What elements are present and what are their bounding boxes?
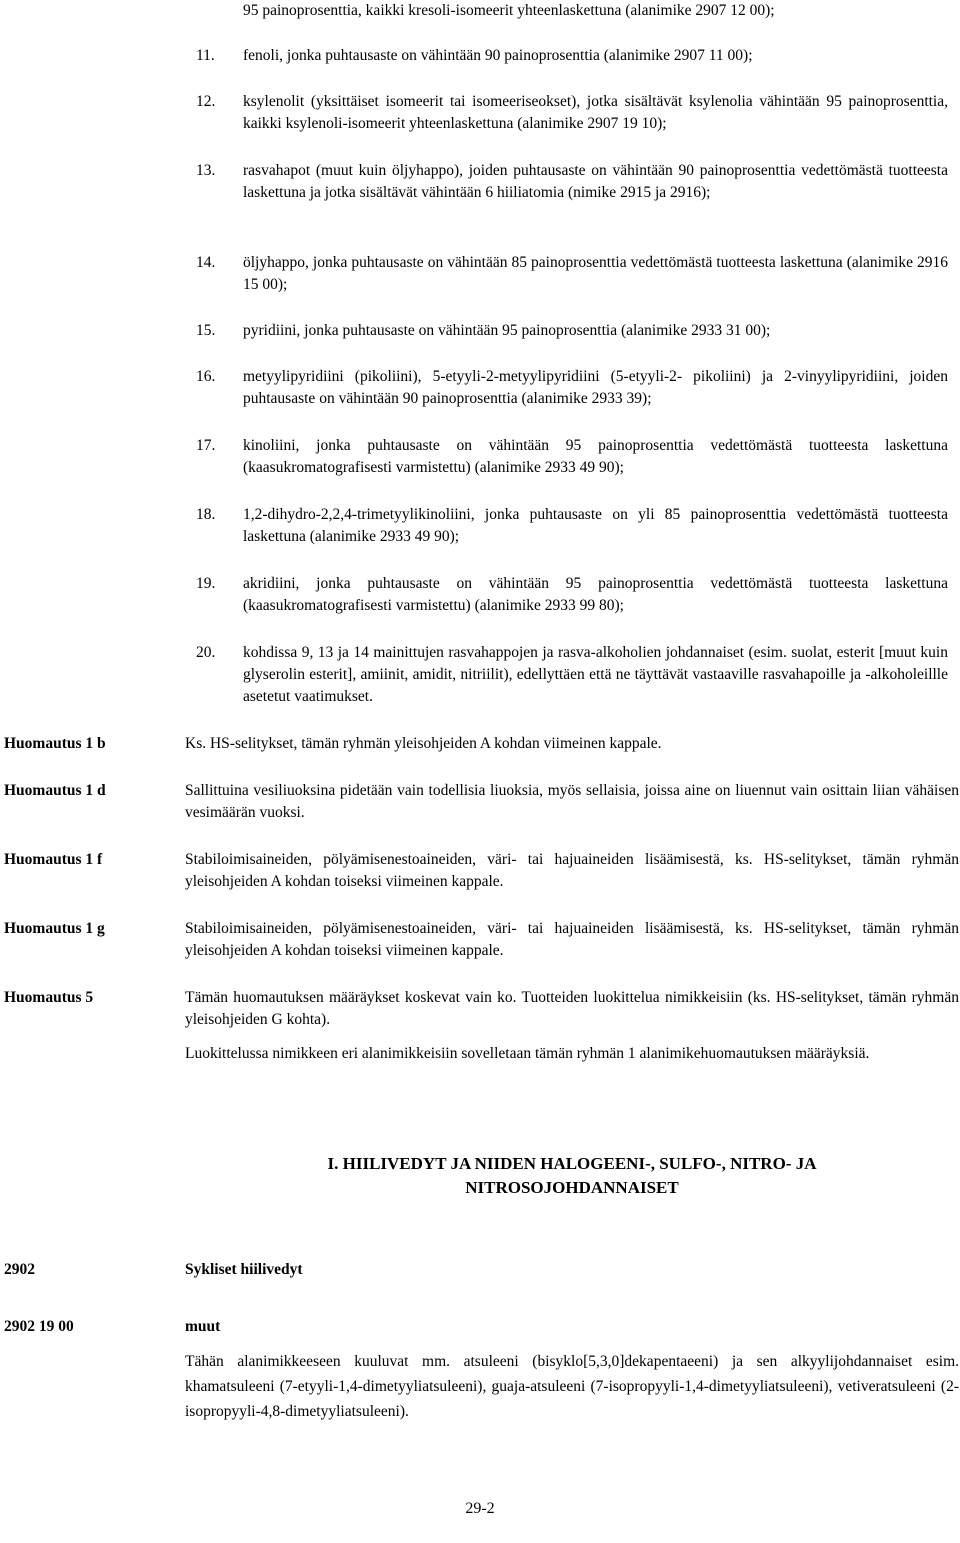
section-heading-line-2: NITROSOJOHDANNAISET bbox=[465, 1178, 679, 1197]
heading-code: 2902 bbox=[4, 1261, 35, 1278]
page-number: 29-2 bbox=[465, 1500, 495, 1517]
list-item-number: 12. bbox=[196, 93, 216, 110]
note-label: Huomautus 1 b bbox=[4, 735, 106, 752]
section-heading bbox=[185, 1152, 959, 1200]
list-item-text: metyylipyridiini (pikoliini), 5-etyyli-2-metyylipyridiini (5-etyyli-2- pikoliini) ja 2-vinyylipyridiini, joiden puhtausaste on vähintään 90 painoprosenttia (alanimike 2933 39); bbox=[243, 368, 948, 407]
heading-title: Sykliset hiilivedyt bbox=[185, 1261, 303, 1278]
note-label: Huomautus 5 bbox=[4, 989, 94, 1006]
list-item-number: 13. bbox=[196, 162, 216, 179]
list-item-text: 95 painoprosenttia, kaikki kresoli-isomeerit yhteenlaskettuna (alanimike 2907 12 00); bbox=[243, 2, 775, 19]
list-item-number: 18. bbox=[196, 506, 216, 523]
list-item-text: pyridiini, jonka puhtausaste on vähintään 95 painoprosenttia (alanimike 2933 31 00); bbox=[243, 322, 771, 339]
note-text: Tämän huomautuksen määräykset koskevat vain ko. Tuotteiden luokittelua nimikkeisiin (ks. HS-selitykset, tämän ryhmän yleisohjeiden G kohta). bbox=[185, 989, 959, 1028]
list-item-text: kinoliini, jonka puhtausaste on vähintään 95 painoprosenttia vedettömästä tuotteesta laskettuna (kaasukromatografisesti varmistettu) (alanimike 2933 49 90); bbox=[243, 437, 948, 476]
note-text: Stabiloimisaineiden, pölyämisenestoaineiden, väri- tai hajuaineiden lisäämisestä, ks. HS-selitykset, tämän ryhmän yleisohjeiden A kohdan toiseksi viimeinen kappale. bbox=[185, 851, 959, 890]
list-item-number: 19. bbox=[196, 575, 216, 592]
subheading-description: Tähän alanimikkeeseen kuuluvat mm. atsuleeni (bisyklo[5,3,0]dekapentaeeni) ja sen alkyylijohdannaiset esim. khamatsuleeni (7-etyyli-1,4-dimetyyliatsuleeni), guaja-atsuleeni (7-isopropyyli-1,4-dimetyyliatsuleeni), vetiveratsuleeni (2-isopropyyli-4,8-dimetyyliatsuleeni). bbox=[185, 1353, 959, 1420]
list-item-number: 16. bbox=[196, 368, 216, 385]
list-item-text: ksylenolit (yksittäiset isomeerit tai isomeeriseokset), jotka sisältävät ksylenolia vähintään 95 painoprosenttia, kaikki ksylenoli-isomeerit yhteenlaskettuna (alanimike 2907 19 10); bbox=[243, 93, 948, 132]
note-label: Huomautus 1 g bbox=[4, 920, 105, 937]
list-item-text: fenoli, jonka puhtausaste on vähintään 90 painoprosenttia (alanimike 2907 11 00); bbox=[243, 47, 753, 64]
list-item-number: 11. bbox=[196, 47, 215, 64]
list-item-text: öljyhappo, jonka puhtausaste on vähintään 85 painoprosenttia vedettömästä tuotteesta laskettuna (alanimike 2916 15 00); bbox=[243, 254, 948, 293]
list-item-text: 1,2-dihydro-2,2,4-trimetyylikinoliini, jonka puhtausaste on yli 85 painoprosenttia vedettömästä tuotteesta laskettuna (alanimike 2933 49 90); bbox=[243, 506, 948, 545]
note-text: Luokittelussa nimikkeen eri alanimikkeisiin sovelletaan tämän ryhmän 1 alanimikehuomautuksen määräyksiä. bbox=[185, 1045, 870, 1062]
list-item-number: 17. bbox=[196, 437, 216, 454]
subheading-title: muut bbox=[185, 1318, 221, 1335]
list-item-text: rasvahapot (muut kuin öljyhappo), joiden puhtausaste on vähintään 90 painoprosenttia vedettömästä tuotteesta laskettuna ja jotka sisältävät vähintään 6 hiiliatomia (nimike 2915 ja 2916); bbox=[243, 162, 948, 201]
page-footer bbox=[0, 1498, 960, 1520]
list-item-text: akridiini, jonka puhtausaste on vähintään 95 painoprosenttia vedettömästä tuotteesta laskettuna (kaasukromatografisesti varmistettu) (alanimike 2933 99 80); bbox=[243, 575, 948, 614]
note-text: Ks. HS-selitykset, tämän ryhmän yleisohjeiden A kohdan viimeinen kappale. bbox=[185, 735, 662, 752]
list-item-number: 15. bbox=[196, 322, 216, 339]
list-item-number: 20. bbox=[196, 644, 216, 661]
list-item-text: kohdissa 9, 13 ja 14 mainittujen rasvahappojen ja rasva-alkoholien johdannaiset (esim. suolat, esterit [muut kuin glyserolin esterit], amiinit, amidit, nitriilit), edellyttäen että ne täyttävät vastaaville rasvahapoille ja -alkoholeillle asetetut vaatimukset. bbox=[243, 644, 948, 705]
list-item-number: 14. bbox=[196, 254, 216, 271]
note-text: Stabiloimisaineiden, pölyämisenestoaineiden, väri- tai hajuaineiden lisäämisestä, ks. HS-selitykset, tämän ryhmän yleisohjeiden A kohdan toiseksi viimeinen kappale. bbox=[185, 920, 959, 959]
subheading-code: 2902 19 00 bbox=[4, 1318, 74, 1335]
section-heading-line-1: I. HIILIVEDYT JA NIIDEN HALOGEENI-, SULFO-, NITRO- JA bbox=[327, 1154, 817, 1173]
note-text: Sallittuina vesiliuoksina pidetään vain todellisia liuoksia, myös sellaisia, joissa aine on liuennut vain osittain liian vähäisen vesimäärän vuoksi. bbox=[185, 782, 959, 821]
note-label: Huomautus 1 d bbox=[4, 782, 106, 799]
note-label: Huomautus 1 f bbox=[4, 851, 103, 868]
